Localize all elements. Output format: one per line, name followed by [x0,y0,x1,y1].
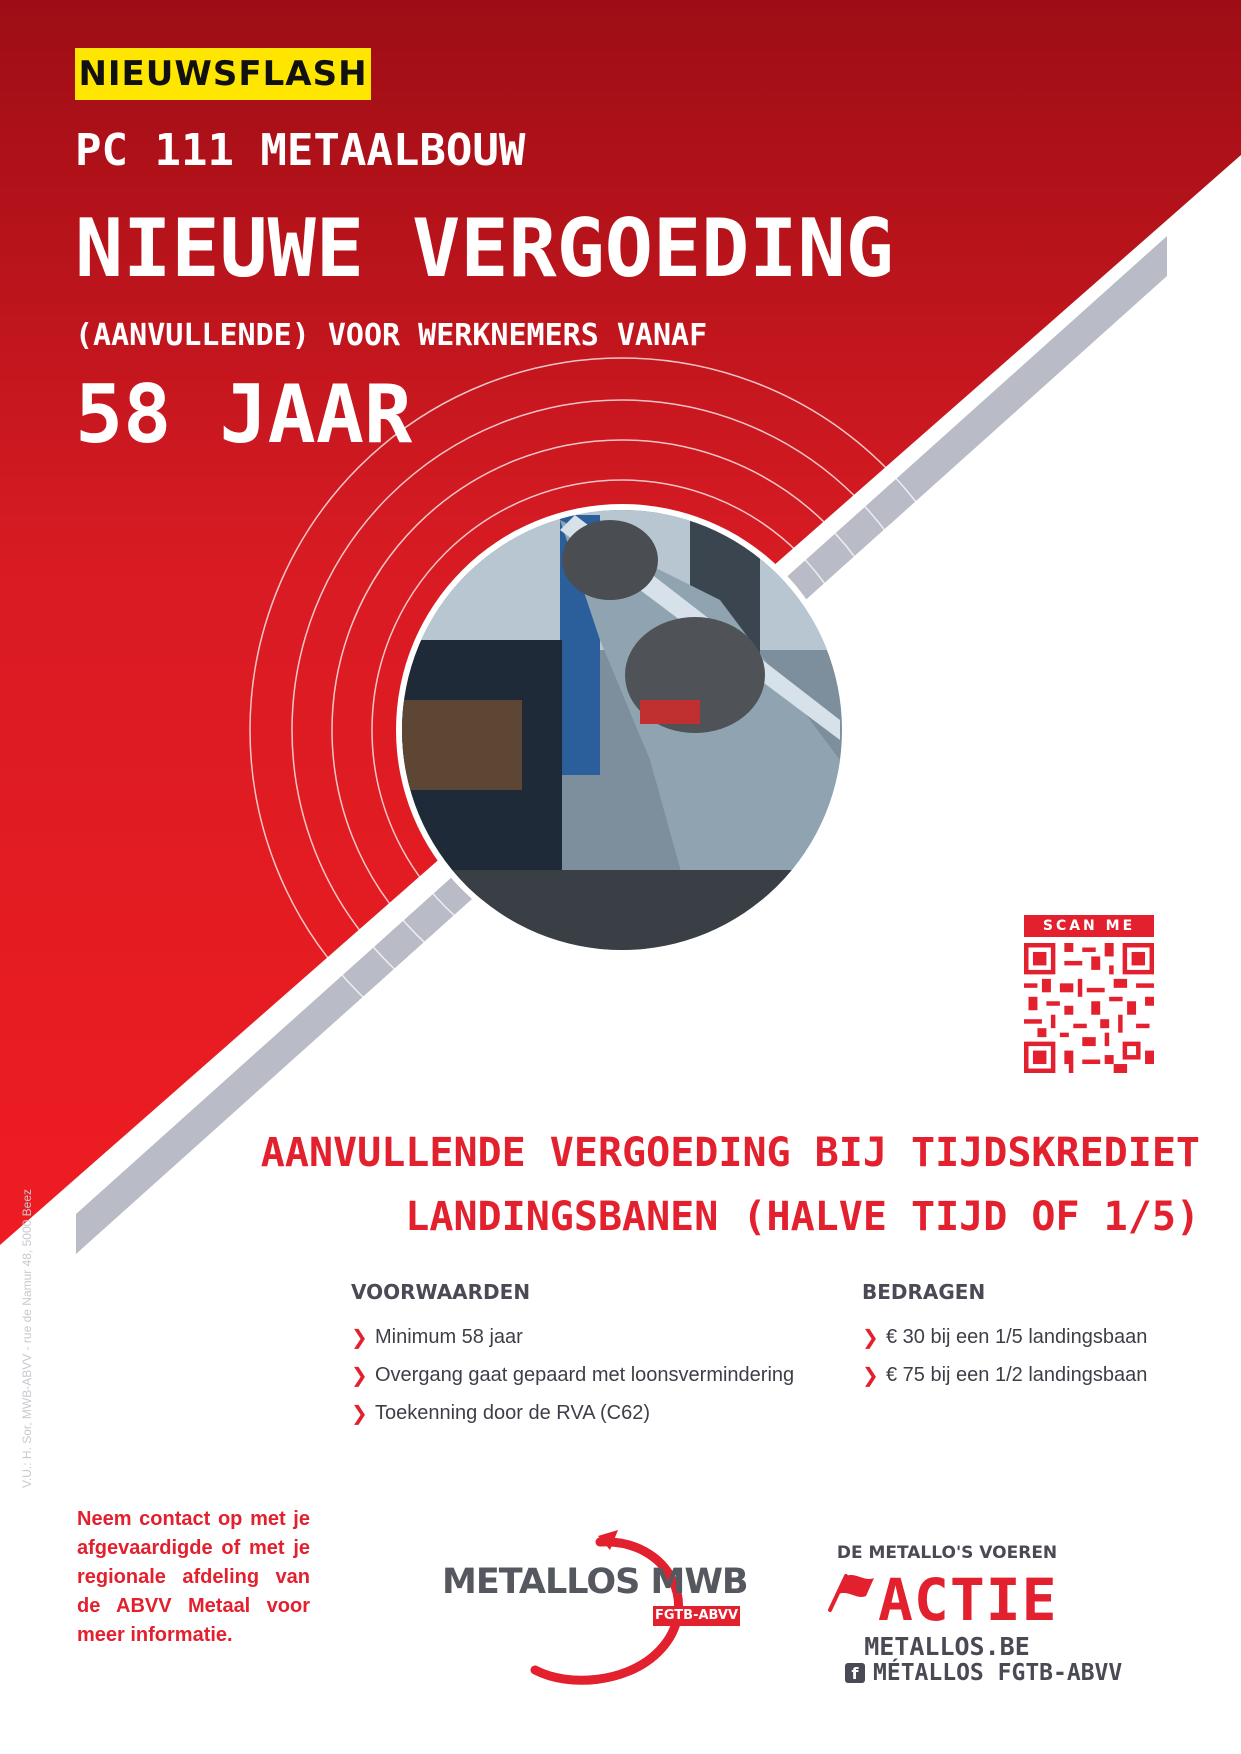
list-item: ❯ Overgang gaat gepaard met loonsvermindering [351,1363,795,1387]
amounts-column [862,1280,1182,1394]
campaign-word: ACTIE [878,1566,1058,1634]
conditions-heading: VOORWAARDEN [351,1280,531,1304]
facebook-label: MÉTALLOS FGTB-ABVV [873,1660,1123,1686]
publisher-note: V.U.: H. Sor, MWB-ABVV - rue de Namur 48, 5000 Beez [20,1188,34,1488]
page-title: NIEUWE VERGOEDING [75,202,894,295]
conditions-column [351,1280,811,1432]
flag-icon [826,1572,876,1612]
list-item: ❯ Toekenning door de RVA (C62) [351,1401,650,1425]
logo-tag: FGTB-ABVV [653,1606,740,1626]
qr-block[interactable] [1024,915,1154,1073]
contact-text: Neem contact op met je afgevaardigde of met je regionale afdeling van de ABVV Metaal voor meer informatie. [77,1508,310,1646]
website-link[interactable]: METALLOS.BE [864,1632,1030,1661]
chevron-right-icon: ❯ [862,1363,879,1387]
sector-label: PC 111 METAALBOUW [75,125,526,176]
section-title-line-1: AANVULLENDE VERGOEDING BIJ TIJDSKREDIET [260,1130,1200,1176]
facebook-icon: f [845,1663,865,1683]
newsflash-badge: NIEUWSFLASH [75,48,371,100]
page-subtitle: (AANVULLENDE) VOOR WERKNEMERS VANAF [75,318,708,353]
amounts-heading: BEDRAGEN [862,1280,986,1304]
scan-me-label: SCAN ME [1024,915,1154,937]
chevron-right-icon: ❯ [351,1325,368,1349]
list-item: ❯ € 75 bij een 1/2 landingsbaan [862,1363,1148,1387]
list-item: ❯ Minimum 58 jaar [351,1325,523,1349]
campaign-heading: DE METALLO'S VOEREN [836,1543,1058,1563]
list-item: ❯ € 30 bij een 1/5 landingsbaan [862,1325,1148,1349]
chevron-right-icon: ❯ [351,1401,368,1425]
chevron-right-icon: ❯ [351,1363,368,1387]
age-heading: 58 JAAR [75,368,413,461]
worker-photo [402,510,842,950]
facebook-link[interactable] [845,1660,1122,1686]
qr-code-icon[interactable] [1024,943,1154,1073]
metallos-logo-text: METALLOS MWB [442,1562,748,1602]
section-title-line-2: LANDINGSBANEN (HALVE TIJD OF 1/5) [405,1194,1200,1240]
chevron-right-icon: ❯ [862,1325,879,1349]
